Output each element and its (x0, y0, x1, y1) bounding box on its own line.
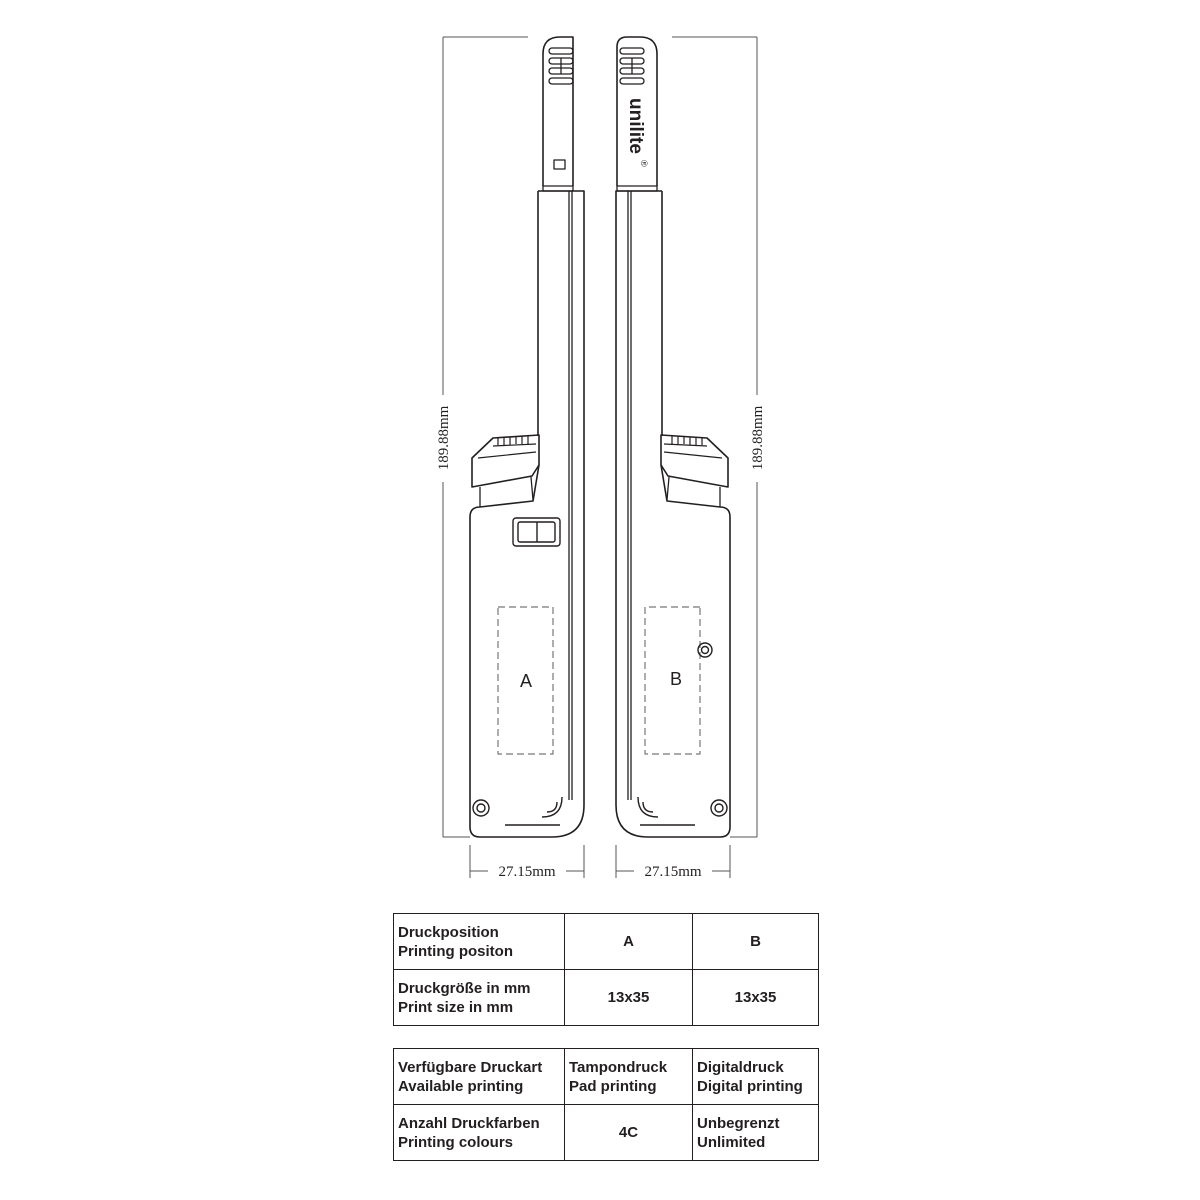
height-dimension-right: 189.88mm (750, 405, 766, 471)
size-b-cell: 13x35 (693, 970, 819, 1026)
brand-logo: unilite (625, 98, 646, 154)
tip-window-left (554, 160, 565, 169)
row-label: Anzahl Druckfarben Printing colours (394, 1105, 565, 1161)
screw-right (711, 800, 727, 816)
width-dimension-right: 27.15mm (644, 864, 702, 880)
table-row (394, 1049, 819, 1105)
table-row (394, 914, 819, 970)
print-position-b-label: B (669, 669, 683, 689)
position-b-cell: B (693, 914, 819, 970)
colours-a-cell: 4C (565, 1105, 693, 1161)
lighter-shaft-right (616, 191, 662, 436)
row-label: Verfügbare Druckart Available printing (394, 1049, 565, 1105)
colours-b-cell: Unbegrenzt Unlimited (693, 1105, 819, 1161)
print-position-table (393, 913, 819, 1026)
print-position-a-label: A (519, 671, 533, 691)
vent-slots-right (620, 48, 644, 84)
vent-slots-left (549, 48, 573, 84)
lighter-front-view (470, 37, 584, 837)
refill-valve (698, 643, 712, 657)
width-dimension-left: 27.15mm (498, 864, 556, 880)
height-dimension-left: 189.88mm (436, 405, 452, 471)
table-row (394, 970, 819, 1026)
lighter-tip-left (543, 37, 573, 186)
size-a-cell: 13x35 (565, 970, 693, 1026)
trigger-left (472, 435, 539, 487)
trigger-right (661, 435, 728, 487)
row-label: Druckposition Printing positon (394, 914, 565, 970)
screw-left (473, 800, 489, 816)
method-a-cell: Tampondruck Pad printing (565, 1049, 693, 1105)
registered-mark: ® (639, 160, 649, 167)
position-a-cell: A (565, 914, 693, 970)
lighter-back-view (616, 37, 730, 837)
dimension-lines (443, 37, 757, 878)
printing-method-table (393, 1048, 819, 1161)
table-row (394, 1105, 819, 1161)
safety-switch-left (513, 518, 560, 546)
lighter-shaft-left (538, 191, 584, 436)
lighter-body-right (616, 435, 730, 837)
method-b-cell: Digitaldruck Digital printing (693, 1049, 819, 1105)
row-label: Druckgröße in mm Print size in mm (394, 970, 565, 1026)
lighter-body-left (470, 435, 584, 837)
